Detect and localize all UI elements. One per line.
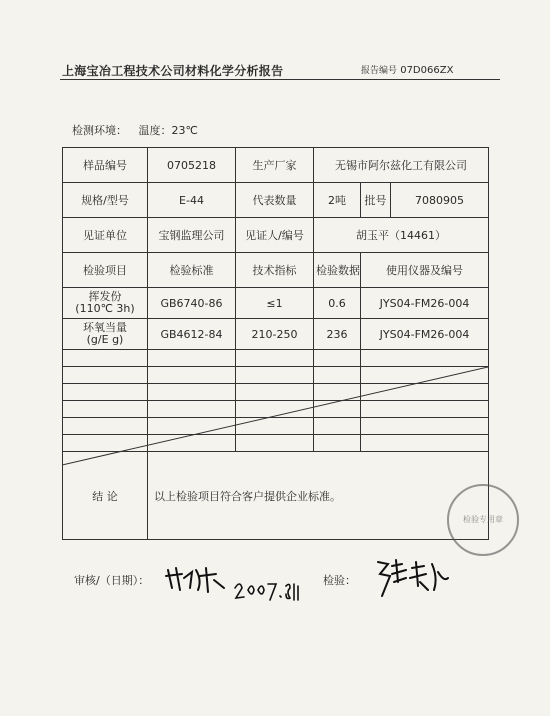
blank-row (63, 367, 489, 384)
table-row (63, 288, 489, 319)
report-header-title: 上海宝冶工程技术公司材料化学分析报告 (62, 64, 284, 78)
review-signature-image (162, 562, 232, 596)
report-number-label: 报告编号 (361, 66, 398, 76)
test-item (63, 288, 148, 319)
witness-unit-value: 宝钢监理公司 (148, 218, 236, 253)
report-number (361, 63, 453, 76)
table-row (63, 218, 489, 253)
column-header: 检验标准 (148, 253, 236, 288)
conclusion-label: 结 论 (63, 452, 148, 540)
spec-label: 规格/型号 (63, 183, 148, 218)
table-row (63, 183, 489, 218)
witness-unit-label: 见证单位 (63, 218, 148, 253)
review-label: 审核/（日期）： (74, 574, 150, 587)
review-date-handwritten (232, 578, 302, 608)
report-number-value: 07D066ZX (400, 65, 454, 76)
table-header-row (63, 253, 489, 288)
blank-row (63, 384, 489, 401)
test-data: 0.6 (314, 288, 361, 319)
review-field (74, 572, 149, 588)
test-item-condition: (110℃ 3h) (75, 302, 135, 315)
test-item-name: 环氧当量 (83, 321, 127, 334)
test-standard: GB6740-86 (148, 288, 236, 319)
inspector-label: 检验： (323, 574, 356, 587)
instrument-no: JYS04-FM26-004 (361, 288, 489, 319)
column-header: 检验项目 (63, 253, 148, 288)
batch-label: 批号 (361, 183, 391, 218)
conclusion-text: 以上检验项目符合客户提供企业标准。 (148, 452, 489, 540)
inspection-seal (447, 484, 519, 556)
conclusion-row (63, 452, 489, 540)
column-header: 技术指标 (236, 253, 314, 288)
technical-spec: 210-250 (236, 319, 314, 350)
sample-no-value: 0705218 (148, 148, 236, 183)
temperature-value: 温度：23℃ (138, 124, 198, 137)
inspector-signature-image (372, 556, 452, 600)
column-header: 使用仪器及编号 (361, 253, 489, 288)
test-item (63, 319, 148, 350)
test-item-name: 挥发份 (88, 290, 122, 303)
review-signature (162, 562, 232, 600)
spec-value: E-44 (148, 183, 236, 218)
manufacturer-label: 生产厂家 (236, 148, 314, 183)
table-row (63, 319, 489, 350)
witness-label: 见证人/编号 (236, 218, 314, 253)
sample-no-label: 样品编号 (63, 148, 148, 183)
analysis-table (62, 147, 489, 540)
test-item-condition: (g/E g) (86, 333, 124, 346)
blank-row (63, 350, 489, 367)
test-standard: GB4612-84 (148, 319, 236, 350)
review-date-image (232, 578, 302, 604)
seal-text: 检验专用章 (463, 515, 503, 524)
blank-row (63, 435, 489, 452)
technical-spec: ≤1 (236, 288, 314, 319)
header-divider (60, 79, 500, 80)
witness-value: 胡玉平（14461） (314, 218, 489, 253)
batch-value: 7080905 (391, 183, 489, 218)
inspector-field (323, 572, 356, 588)
test-environment (72, 122, 206, 138)
environment-label: 检测环境： (72, 124, 127, 137)
blank-row (63, 401, 489, 418)
blank-row (63, 418, 489, 435)
manufacturer-value: 无锡市阿尔兹化工有限公司 (314, 148, 489, 183)
test-data: 236 (314, 319, 361, 350)
table-row (63, 148, 489, 183)
column-header: 检验数据 (314, 253, 361, 288)
quantity-label: 代表数量 (236, 183, 314, 218)
instrument-no: JYS04-FM26-004 (361, 319, 489, 350)
quantity-value: 2吨 (314, 183, 361, 218)
inspector-signature (372, 556, 452, 604)
